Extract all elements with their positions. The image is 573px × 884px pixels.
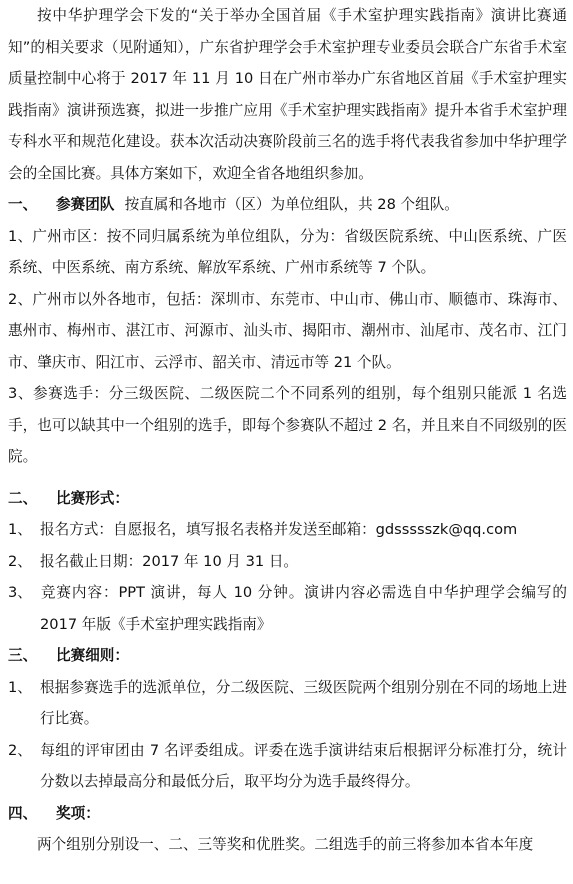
section-1-item-1: 1、广州市区：按不同归属系统为单位组队，分为：省级医院系统、中山医系统、广医系统、中医系统、南方系统、解放军系统、广州市系统等 7 个队。 bbox=[8, 227, 567, 276]
section-1-heading bbox=[8, 189, 567, 221]
section-1-item-3: 3、参赛选手：分三级医院、二级医院二个不同系列的组别，每个组别只能派 1 名选手，也可以缺其中一个组别的选手，即每个参赛队不超过 2 名，并且来自不同级别的医院。 bbox=[8, 385, 567, 465]
section-2-item-3 bbox=[8, 577, 567, 640]
item-text: 报名方式：自愿报名，填写报名表格并发送至邮箱：gdssssszk@qq.com bbox=[40, 521, 518, 538]
item-text: 竞赛内容：PPT 演讲，每人 10 分钟。演讲内容必需选自中华护理学会编写的 2017 年版《手术室护理实践指南》 bbox=[40, 584, 567, 633]
section-3-heading bbox=[8, 640, 567, 672]
section-3-title: 比赛细则： bbox=[56, 647, 129, 664]
spacer bbox=[8, 473, 567, 483]
section-3-item-2 bbox=[8, 735, 567, 798]
section-4-number: 四、 bbox=[8, 804, 38, 822]
item-number: 3、 bbox=[8, 584, 32, 601]
section-4-heading bbox=[8, 798, 567, 830]
section-1-item-2: 2、广州市以外各地市，包括：深圳市、东莞市、中山市、佛山市、顺德市、珠海市、惠州市、梅州市、湛江市、河源市、汕头市、揭阳市、潮州市、汕尾市、茂名市、江门市、肇庆市、阳江市、云浮市、韶关市、清远市等 21 个队。 bbox=[8, 290, 567, 371]
item-number: 1、 bbox=[8, 678, 32, 696]
section-1-title: 参赛团队 bbox=[56, 196, 115, 213]
section-3-number: 三、 bbox=[8, 647, 38, 664]
section-2-number: 二、 bbox=[8, 489, 38, 507]
section-4-title: 奖项： bbox=[56, 804, 100, 822]
intro-paragraph: 按中华护理学会下发的“关于举办全国首届《手术室护理实践指南》演讲比赛通知”的相关要求（见附通知），广东省护理学会手术室护理专业委员会联合广东省手术室质量控制中心将于 2017 年 11 月 10 日在广州市举办广东省地区首届《手术室护理实践指南》演讲预选赛，拟进一步推广应用《手术室护理实践指南》提升本省手术室护理专科水平和规范化建设。获本次活动决赛阶段前三名的选手将代表我省参加中华护理学会的全国比赛。具体方案如下，欢迎全省各地组织参加。 bbox=[8, 7, 567, 182]
section-2-heading bbox=[8, 483, 567, 515]
section-3-item-1 bbox=[8, 672, 567, 735]
section-4-body: 两个组别分别设一、二、三等奖和优胜奖。二组选手的前三将参加本省本年度 bbox=[37, 836, 534, 853]
item-number: 2、 bbox=[8, 552, 32, 570]
section-2-item-1 bbox=[8, 514, 567, 546]
item-number: 1、 bbox=[8, 521, 32, 538]
section-1-text: 按直属和各地市（区）为单位组队，共 28 个组队。 bbox=[124, 196, 459, 213]
item-text: 根据参赛选手的选派单位，分二级医院、三级医院两个组别分别在不同的场地上进行比赛。 bbox=[40, 678, 567, 727]
item-number: 2、 bbox=[8, 741, 32, 759]
section-2-title: 比赛形式： bbox=[56, 489, 129, 507]
section-2-item-2 bbox=[8, 546, 567, 578]
item-text: 报名截止日期：2017 年 10 月 31 日。 bbox=[40, 552, 299, 570]
item-text: 每组的评审团由 7 名评委组成。评委在选手演讲结束后根据评分标准打分，统计分数以去掉最高分和最低分后，取平均分为选手最终得分。 bbox=[40, 741, 567, 790]
section-1-number: 一、 bbox=[8, 196, 38, 213]
